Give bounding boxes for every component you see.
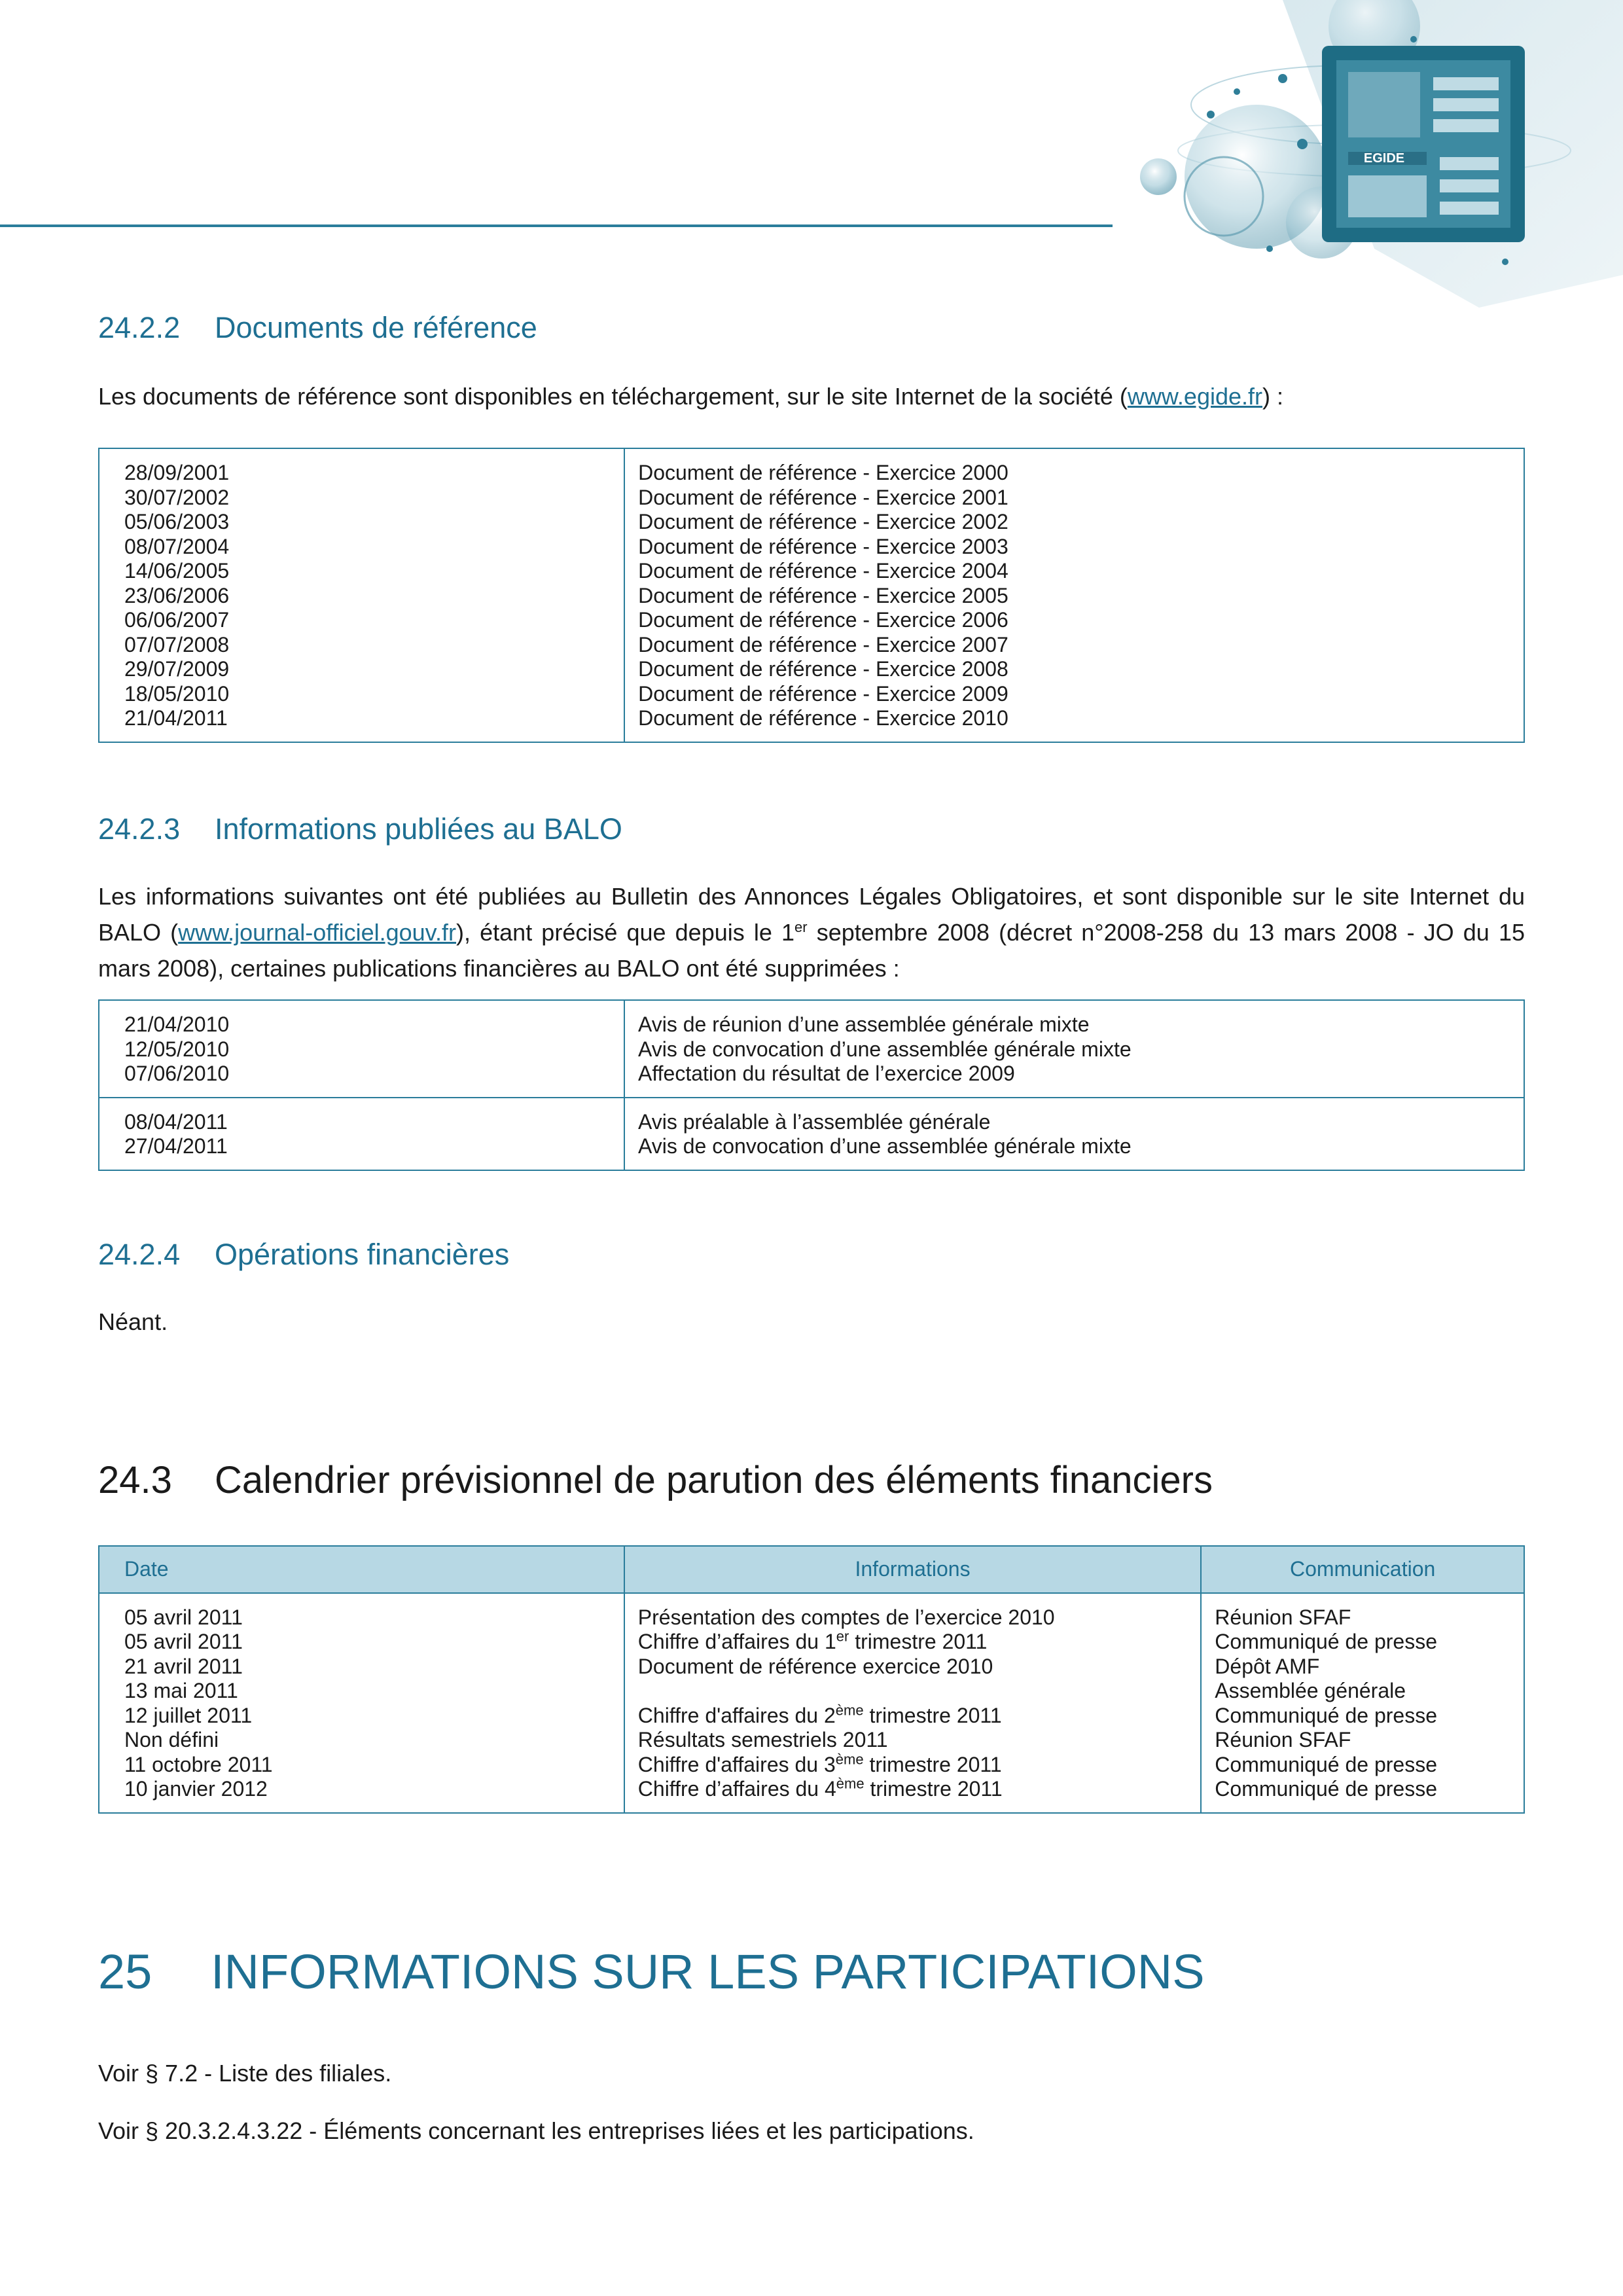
document-title: Document de référence - Exercice 2004: [638, 559, 1008, 583]
calendar-date: 10 janvier 2012: [124, 1777, 268, 1801]
document-date: 29/07/2009: [124, 657, 230, 681]
section-number: 24.2.3: [98, 812, 181, 846]
calendar-date: 05 avril 2011: [124, 1630, 243, 1653]
balo-item: Affectation du résultat de l’exercice 2009: [637, 1062, 1015, 1085]
section-number: 25: [98, 1945, 152, 1999]
calendar-information: Résultats semestriels 2011: [637, 1728, 888, 1751]
table-header-row: [99, 1546, 1524, 1593]
document-date: 08/07/2004: [124, 534, 230, 558]
section-number: 24.3: [98, 1459, 172, 1501]
balo-date: 12/05/2010: [124, 1037, 230, 1061]
logo-text: EGIDE: [1363, 151, 1405, 166]
calendar-information: Chiffre d'affaires du 3ème trimestre 2011: [637, 1750, 1002, 1776]
balo-date: 07/06/2010: [124, 1062, 230, 1085]
calendar-information: Chiffre d’affaires du 4ème trimestre 2011: [637, 1775, 1003, 1801]
calendar-communication: Réunion SFAF: [1215, 1605, 1351, 1629]
balo-date: 08/04/2011: [124, 1109, 228, 1134]
reference-documents-table: [98, 448, 1525, 743]
calendar-date: 11 octobre 2011: [124, 1752, 273, 1776]
balo-item: Avis de convocation d’une assemblée générale mixte: [637, 1134, 1132, 1158]
section-24-2-4-text: Néant.: [98, 1308, 168, 1335]
document-title: Document de référence - Exercice 2009: [638, 681, 1008, 706]
document-title: Document de référence - Exercice 2001: [638, 485, 1008, 509]
document-date: 28/09/2001: [124, 461, 230, 484]
document-date: 06/06/2007: [124, 608, 230, 632]
document-date: 18/05/2010: [124, 681, 230, 706]
balo-dates-cell: [99, 1000, 624, 1098]
section-24-2-2-intro: Les documents de référence sont disponibles en téléchargement, sur le site Internet de la société (www.egide.fr) :: [98, 383, 1284, 410]
balo-items-cell: [624, 1098, 1524, 1170]
section-25-paragraph-1: Voir § 7.2 - Liste des filiales.: [98, 2060, 392, 2087]
document-title: Document de référence - Exercice 2000: [638, 461, 1008, 484]
table-row: [99, 1098, 1524, 1170]
document-title: Document de référence - Exercice 2006: [638, 608, 1008, 632]
documents-column: [624, 448, 1524, 742]
document-title: Document de référence - Exercice 2005: [638, 583, 1008, 607]
section-24-3-heading: [98, 1458, 1213, 1502]
calendar-information: Document de référence exercice 2010: [637, 1654, 993, 1678]
table-row: [99, 1593, 1524, 1813]
table-row: [99, 1000, 1524, 1098]
section-25-paragraph-2: Voir § 20.3.2.4.3.22 - Éléments concernant les entreprises liées et les participations.: [98, 2117, 974, 2144]
section-title: Calendrier prévisionnel de parution des éléments financiers: [215, 1459, 1213, 1501]
section-title: Opérations financières: [215, 1238, 510, 1271]
calendar-communication: Communiqué de presse: [1215, 1752, 1438, 1776]
document-date: 23/06/2006: [124, 583, 230, 607]
column-header-informations: Informations: [624, 1546, 1202, 1593]
column-header-communication: Communication: [1201, 1546, 1524, 1593]
calendar-communication-column: [1201, 1593, 1524, 1813]
financial-calendar-table: [98, 1545, 1525, 1814]
balo-date: 21/04/2010: [124, 1013, 230, 1036]
document-date: 21/04/2011: [124, 706, 228, 730]
section-24-2-2-heading: [98, 311, 537, 345]
section-title: INFORMATIONS SUR LES PARTICIPATIONS: [211, 1945, 1205, 1999]
calendar-information: Chiffre d'affaires du 2ème trimestre 2011: [637, 1701, 1002, 1727]
balo-items-cell: [624, 1000, 1524, 1098]
calendar-date: 12 juillet 2011: [124, 1703, 253, 1727]
section-number: 24.2.4: [98, 1238, 181, 1271]
header-rule: [0, 224, 1113, 227]
document-date: 14/06/2005: [124, 559, 230, 583]
calendar-communication: Réunion SFAF: [1215, 1728, 1351, 1751]
calendar-communication: Communiqué de presse: [1215, 1777, 1438, 1801]
document-title: Document de référence - Exercice 2003: [638, 534, 1008, 558]
document-title: Document de référence - Exercice 2010: [638, 706, 1008, 730]
document-title: Document de référence - Exercice 2007: [638, 632, 1008, 656]
section-title: Informations publiées au BALO: [215, 812, 622, 846]
calendar-communication: Communiqué de presse: [1215, 1703, 1438, 1727]
journal-officiel-link[interactable]: www.journal-officiel.gouv.fr: [178, 919, 457, 946]
calendar-information: Chiffre d’affaires du 1er trimestre 2011: [637, 1628, 988, 1653]
document-title: Document de référence - Exercice 2002: [638, 510, 1008, 533]
calendar-communication: Dépôt AMF: [1215, 1654, 1320, 1678]
table-row: [99, 448, 1524, 742]
calendar-informations-column: [624, 1593, 1202, 1813]
document-date: 30/07/2002: [124, 485, 230, 509]
calendar-date: Non défini: [124, 1728, 219, 1751]
section-24-2-3-intro: Les informations suivantes ont été publiées au Bulletin des Annonces Légales Obligatoires, et sont disponible sur le site Internet du BALO (www.journal-officiel.gouv.fr), étant précisé que depuis le 1er septembre 2008 (décret n°2008-258 du 13 mars 2008 - JO du 15 mars 2008), certaines publications financières au BALO ont été supprimées :: [98, 883, 1525, 982]
calendar-information: Présentation des comptes de l’exercice 2010: [637, 1605, 1055, 1629]
calendar-information: [638, 1679, 1201, 1704]
egide-logo: [1008, 0, 1623, 327]
dates-column: [99, 448, 624, 742]
calendar-dates-column: [99, 1593, 624, 1813]
section-25-heading: [98, 1944, 1205, 2000]
egide-website-link[interactable]: www.egide.fr: [1127, 383, 1263, 410]
balo-date: 27/04/2011: [124, 1134, 228, 1158]
section-24-2-4-heading: [98, 1238, 509, 1272]
section-24-2-3-heading: [98, 812, 622, 846]
section-number: 24.2.2: [98, 311, 181, 344]
section-title: Documents de référence: [215, 311, 537, 344]
document-title: Document de référence - Exercice 2008: [638, 657, 1008, 681]
calendar-communication: Assemblée générale: [1215, 1679, 1406, 1702]
calendar-date: 05 avril 2011: [124, 1605, 243, 1629]
column-header-date: Date: [99, 1546, 624, 1593]
document-date: 07/07/2008: [124, 632, 230, 656]
document-date: 05/06/2003: [124, 510, 230, 533]
calendar-date: 21 avril 2011: [124, 1654, 243, 1678]
calendar-date: 13 mai 2011: [124, 1679, 238, 1702]
balo-table: [98, 999, 1525, 1171]
balo-dates-cell: [99, 1098, 624, 1170]
balo-item: Avis préalable à l’assemblée générale: [637, 1109, 991, 1134]
calendar-communication: Communiqué de presse: [1215, 1630, 1438, 1653]
balo-item: Avis de réunion d’une assemblée générale mixte: [637, 1013, 1090, 1036]
balo-item: Avis de convocation d’une assemblée générale mixte: [637, 1037, 1132, 1061]
